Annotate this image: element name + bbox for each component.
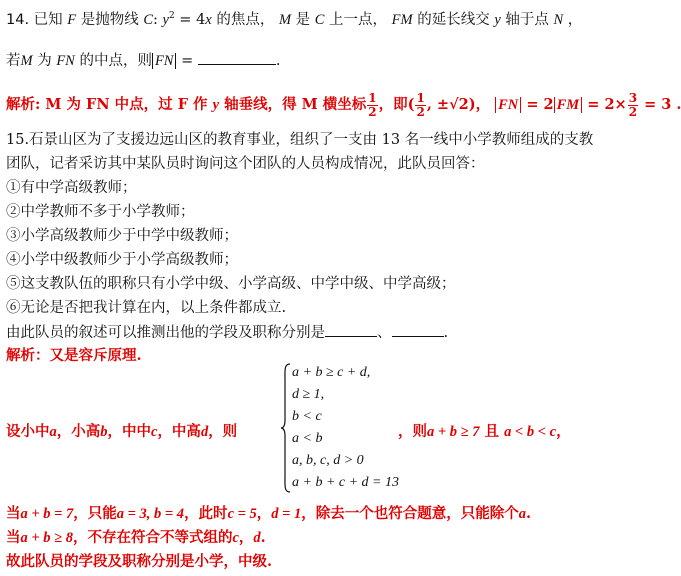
q14-text: 已知 F 是抛物线 C: $y^2 = 4x$ 的焦点， M 是 C 上一点， FM 的延长线交 y 轴于点 N ， bbox=[33, 11, 583, 28]
q15-item-4: ④小学中级教师少于小学高级教师； bbox=[6, 252, 238, 268]
q15-line-2: 团队，记者采访其中某队员时询问这个团队的人员构成情况，此队员回答： bbox=[6, 156, 485, 172]
q15-solution-head: 解析：又是容斥原理. bbox=[6, 347, 142, 364]
answer-blank-1 bbox=[325, 322, 377, 337]
q15-final-answer: 故此队员的学段及职称分别是小学，中级. bbox=[6, 553, 273, 570]
system-row-4: a < b bbox=[292, 431, 323, 446]
q15-item-5: ⑤这支教队伍的职称只有小学中级、小学高级、中学中级、中学高级； bbox=[6, 276, 456, 292]
q15-item-2: ②中学教师不多于小学教师； bbox=[6, 204, 195, 220]
left-brace bbox=[280, 362, 292, 494]
q15-item-6: ⑥无论是否把我计算在内，以上条件都成立. bbox=[6, 300, 287, 316]
system-row-2: d ≥ 1, bbox=[292, 387, 325, 402]
q14-line-1 bbox=[6, 6, 632, 30]
system-row-3: b < c bbox=[292, 409, 322, 424]
system-row-1: a + b ≥ c + d, bbox=[292, 365, 371, 380]
q15-item-3: ③小学高级教师少于中学中级教师； bbox=[6, 228, 238, 244]
q15-case-7: 当a + b = 7，只能a = 3, b = 4，此时c = 5，d = 1，除去一个也符合题意，只能除个a. bbox=[6, 505, 532, 522]
q15-line-1: 15.石景山区为了支援边远山区的教育事业，组织了一支由 13 名一线中小学教师组成的支教 bbox=[6, 132, 594, 148]
answer-blank bbox=[198, 50, 276, 65]
q14-number: 14. bbox=[6, 11, 30, 28]
q15-conclusion: ，则a + b ≥ 7 且 a < b < c， bbox=[398, 423, 571, 440]
q15-setup: 设小中a，小高b，中中c，中高d，则 bbox=[6, 423, 238, 440]
q14-solution: 解析: M 为 FN 中点，过 F 作 y 轴垂线，得 M 横坐标 $\frac{1}{2}$ ，即( $\frac{1}{2}$ , ±√2)， FN = 2 FM = 2× $\frac{3}{2}$ = 3 . bbox=[6, 90, 681, 119]
q15-case-8: 当a + b ≥ 8，不存在符合不等式组的c，d. bbox=[6, 529, 266, 546]
q15-question: 由此队员的叙述可以推测出他的学段及职称分别是 、 . bbox=[6, 322, 632, 343]
system-row-6: a + b + c + d = 13 bbox=[292, 475, 400, 490]
answer-blank-2 bbox=[392, 322, 444, 337]
inequality-system bbox=[280, 362, 400, 494]
q15-item-1: ①有中学高级教师； bbox=[6, 180, 137, 196]
q14-line-2: 若M 为 FN 的中点，则 FN = . bbox=[6, 50, 632, 71]
system-row-5: a, b, c, d > 0 bbox=[292, 453, 364, 468]
